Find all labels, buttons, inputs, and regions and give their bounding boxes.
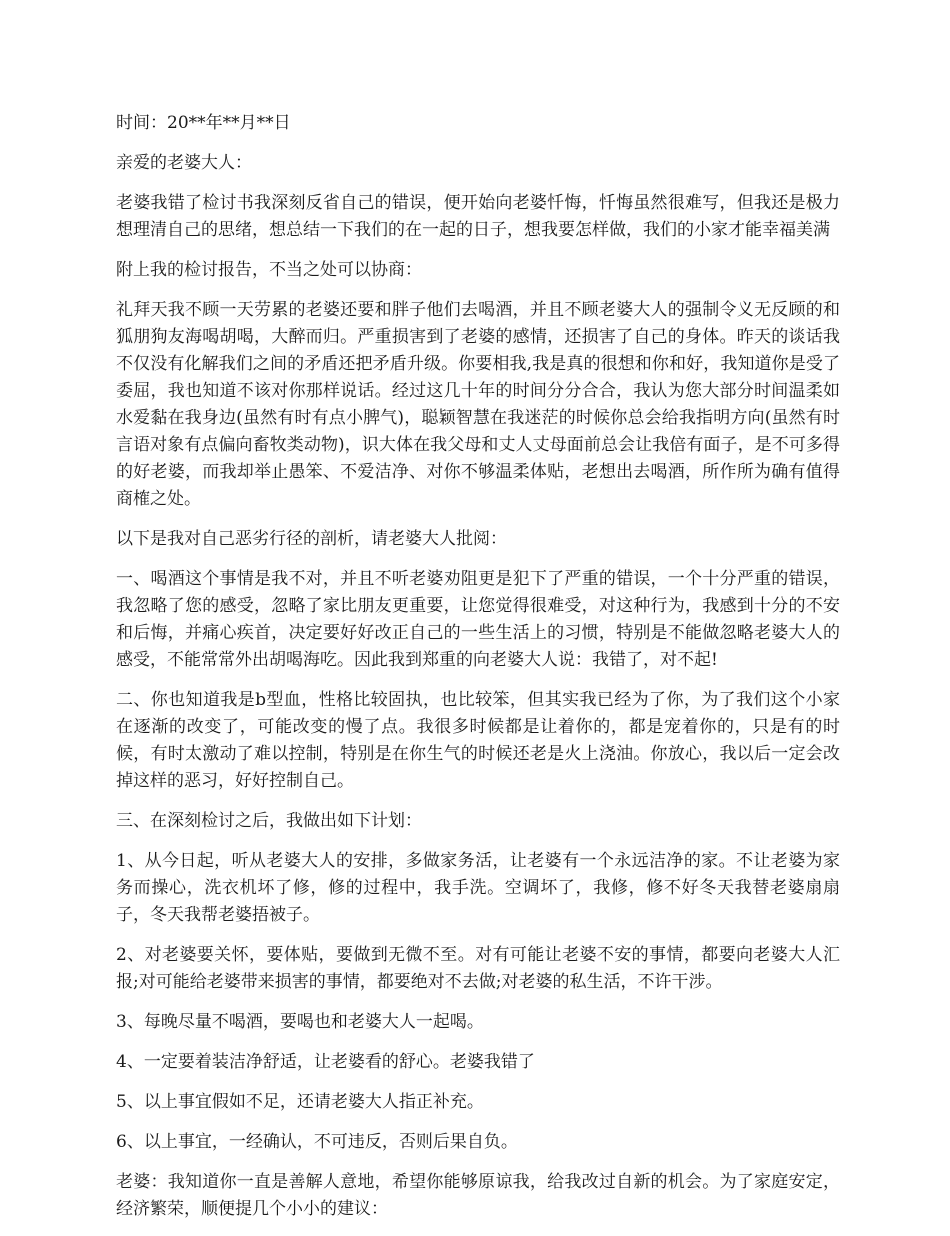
paragraph-plan-header: 三、在深刻检讨之后，我做出如下计划：: [116, 811, 422, 831]
paragraph-point-two: 二、你也知道我是b型血，性格比较固执，也比较笨，但其实我已经为了你，为了我们这个小家在逐渐的改变了，可能改变的慢了点。我很多时候都是让着你的，都是宠着你的，只是有的时候，有时太激动了难以控制，特别是在你生气的时候还老是火上浇油。你放心，我以后一定会改掉这样的恶习，好好控制自己。: [116, 690, 840, 791]
letter-body: [116, 110, 840, 1236]
salutation: 亲爱的老婆大人：: [116, 153, 252, 173]
paragraph-point-one: 一、喝酒这个事情是我不对，并且不听老婆劝阻更是犯下了严重的错误，一个十分严重的错误，我忽略了您的感受，忽略了家比朋友更重要，让您觉得很难受，对这种行为，我感到十分的不安和后悔，并痛心疾首，决定要好好改正自己的一些生活上的习惯，特别是不能做忽略老婆大人的感受，不能常常外出胡喝海吃。因此我到郑重的向老婆大人说：我错了，对不起!: [116, 569, 840, 670]
paragraph-report-note: 附上我的检讨报告，不当之处可以协商：: [116, 260, 422, 280]
date-line: 时间：20**年**月**日: [116, 113, 291, 133]
plan-item-1: 1、从今日起，听从老婆大人的安排，多做家务活，让老婆有一个永远洁净的家。不让老婆为家务而操心，洗衣机坏了修，修的过程中，我手洗。空调坏了，我修，修不好冬天我替老婆扇扇子，冬天我帮老婆捂被子。: [116, 851, 840, 925]
plan-item-3: 3、每晚尽量不喝酒，要喝也和老婆大人一起喝。: [116, 1012, 484, 1032]
plan-item-4: 4、一定要着装洁净舒适，让老婆看的舒心。老婆我错了: [116, 1052, 535, 1072]
paragraph-closing: 老婆：我知道你一直是善解人意地，希望你能够原谅我，给我改过自新的机会。为了家庭安定，经济繁荣，顺便提几个小小的建议：: [116, 1172, 840, 1219]
paragraph-intro: 老婆我错了检讨书我深刻反省自己的错误，便开始向老婆忏悔，忏悔虽然很难写，但我还是极力想理清自己的思绪，想总结一下我们的在一起的日子，想我要怎样做，我们的小家才能幸福美满: [116, 193, 840, 240]
paragraph-incident: 礼拜天我不顾一天劳累的老婆还要和胖子他们去喝酒，并且不顾老婆大人的强制令义无反顾的和狐朋狗友海喝胡喝，大醉而归。严重损害到了老婆的感情，还损害了自己的身体。昨天的谈话我不仅没有化解我们之间的矛盾还把矛盾升级。你要相我,我是真的很想和你和好，我知道你是受了委屈，我也知道不该对你那样说话。经过这几十年的时间分分合合，我认为您大部分时间温柔如水爱黏在我身边(虽然有时有点小脾气)，聪颖智慧在我迷茫的时候你总会给我指明方向(虽然有时言语对象有点偏向畜牧类动物)，识大体在我父母和丈人丈母面前总会让我倍有面子，是不可多得的好老婆，而我却举止愚笨、不爱洁净、对你不够温柔体贴，老想出去喝酒，所作所为确有值得商榷之处。: [116, 300, 840, 509]
plan-item-6: 6、以上事宜，一经确认，不可违反，否则后果自负。: [116, 1132, 518, 1152]
plan-item-5: 5、以上事宜假如不足，还请老婆大人指正补充。: [116, 1092, 484, 1112]
plan-item-2: 2、对老婆要关怀，要体贴，要做到无微不至。对有可能让老婆不安的事情，都要向老婆大人汇报;对可能给老婆带来损害的事情，都要绝对不去做;对老婆的私生活，不许干涉。: [116, 945, 840, 992]
paragraph-analysis-header: 以下是我对自己恶劣行径的剖析，请老婆大人批阅：: [116, 529, 507, 549]
